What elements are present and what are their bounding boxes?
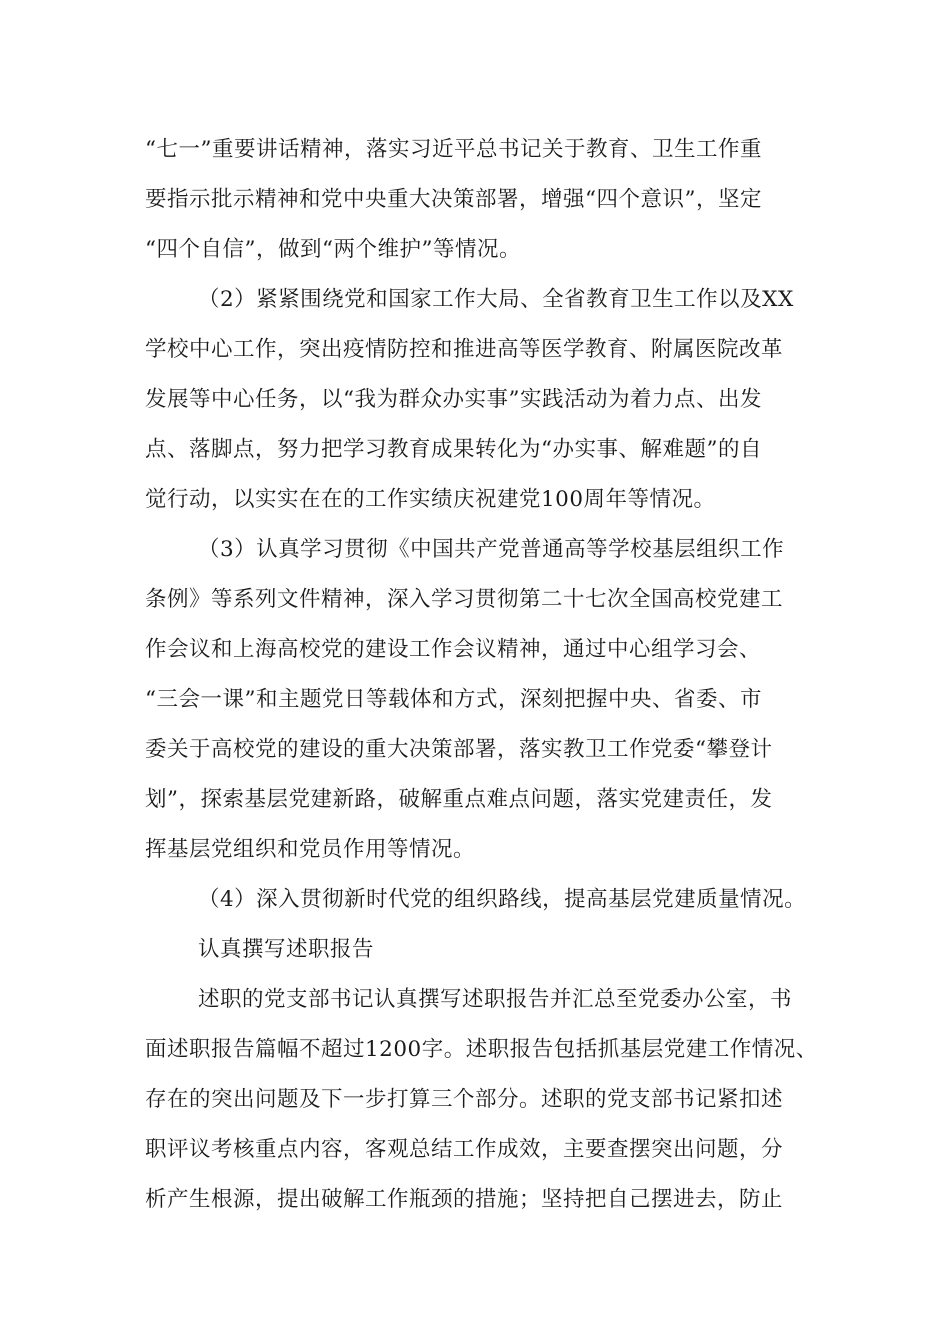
- text-line: 划”，探索基层党建新路，破解重点难点问题，落实党建责任，发: [145, 787, 773, 812]
- text-line: 析产生根源，提出破解工作瓶颈的措施；坚持把自己摆进去，防止: [145, 1187, 784, 1212]
- text-line: 挥基层党组织和党员作用等情况。: [145, 837, 476, 862]
- text-line: 面述职报告篇幅不超过1200字。述职报告包括抓基层党建工作情况、: [145, 1037, 818, 1062]
- section-heading: 认真撰写述职报告: [198, 937, 375, 962]
- text-line: 职评议考核重点内容，客观总结工作成效，主要查摆突出问题，分: [145, 1137, 784, 1162]
- text-line: 觉行动，以实实在在的工作实绩庆祝建党100周年等情况。: [145, 487, 716, 512]
- text-line: 存在的突出问题及下一步打算三个部分。述职的党支部书记紧扣述: [145, 1087, 784, 1112]
- text-line: 学校中心工作，突出疫情防控和推进高等医学教育、附属医院改革: [145, 337, 784, 362]
- text-line: 要指示批示精神和党中央重大决策部署，增强“四个意识”，坚定: [145, 187, 762, 212]
- text-line: 发展等中心任务，以“我为群众办实事”实践活动为着力点、出发: [145, 387, 762, 412]
- text-line: “七一”重要讲话精神，落实习近平总书记关于教育、卫生工作重: [145, 137, 762, 162]
- text-line: “四个自信”，做到“两个维护”等情况。: [145, 237, 521, 262]
- paragraph-5-start: 述职的党支部书记认真撰写述职报告并汇总至党委办公室，书: [198, 987, 793, 1012]
- text-line: 点、落脚点，努力把学习教育成果转化为“办实事、解难题”的自: [145, 437, 762, 462]
- text-line: 条例》等系列文件精神，深入学习贯彻第二十七次全国高校党建工: [145, 587, 784, 612]
- text-line: 作会议和上海高校党的建设工作会议精神，通过中心组学习会、: [145, 637, 762, 662]
- text-line: “三会一课”和主题党日等载体和方式，深刻把握中央、省委、市: [145, 687, 762, 712]
- paragraph-3-start: （3）认真学习贯彻《中国共产党普通高等学校基层组织工作: [198, 537, 785, 562]
- paragraph-2-start: （2）紧紧围绕党和国家工作大局、全省教育卫生工作以及XX: [198, 287, 794, 312]
- text-line: 委关于高校党的建设的重大决策部署，落实教卫工作党委“攀登计: [145, 737, 773, 762]
- paragraph-4: （4）深入贯彻新时代党的组织路线，提高基层党建质量情况。: [198, 887, 807, 912]
